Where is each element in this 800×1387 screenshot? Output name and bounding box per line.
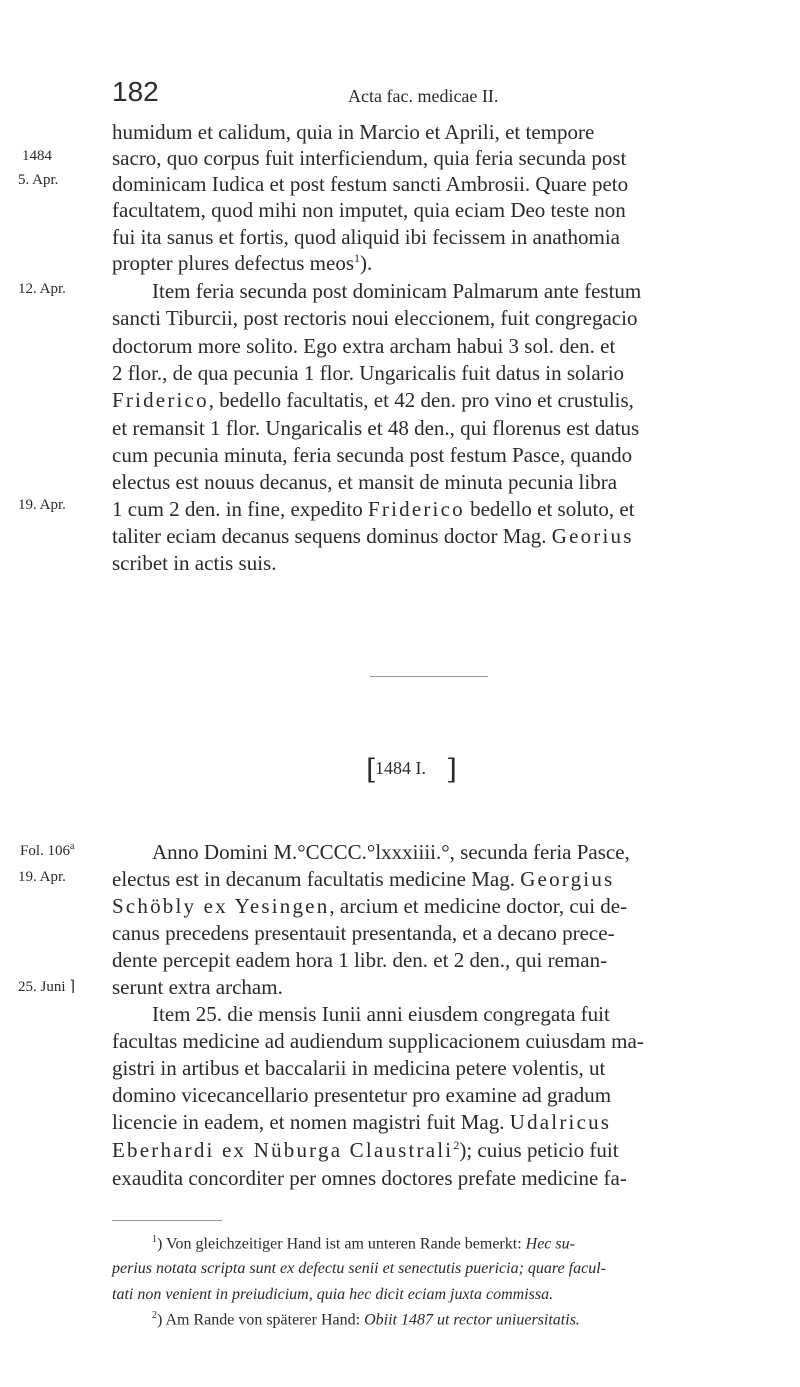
margin-note-12-apr: 12. Apr. bbox=[18, 281, 66, 297]
text-line: doctorum more solito. Ego extra archam habui 3 sol. den. et bbox=[112, 334, 616, 358]
text-line: taliter eciam decanus sequens dominus doctor Mag. Georius bbox=[112, 524, 634, 548]
text-line: dominicam Iudica et post festum sancti Ambrosii. Quare peto bbox=[112, 172, 629, 196]
text-line: Item feria secunda post dominicam Palmarum ante festum bbox=[152, 279, 642, 303]
heading-bracket-left: [ bbox=[366, 753, 377, 786]
text-line: serunt extra archam. bbox=[112, 975, 283, 999]
text-line: facultas medicine ad audiendum supplicacionem cuiusdam ma- bbox=[112, 1029, 644, 1053]
page-number: 182 bbox=[112, 76, 159, 107]
section-divider bbox=[370, 676, 488, 677]
footnote-2: $^2$) Am Rande von späterer Hand: Obiit 1487 ut rector uniuersitatis. bbox=[152, 1310, 580, 1329]
text-line: fui ita sanus et fortis, quod aliquid ibi fecissem in anathomia bbox=[112, 225, 620, 249]
footnote-1-cont: perius notata scripta sunt ex defectu senii et senectutis puericia; quare facul- bbox=[112, 1260, 606, 1277]
margin-note-19-apr: 19. Apr. bbox=[18, 497, 66, 513]
text-line: facultatem, quod mihi non imputet, quia eciam Deo teste non bbox=[112, 198, 626, 222]
text-line: Item 25. die mensis Iunii anni eiusdem congregata fuit bbox=[152, 1002, 610, 1026]
heading-bracket-right: ] bbox=[446, 753, 457, 786]
text-line: 1 cum 2 den. in fine, expedito Friderico bedello et soluto, et bbox=[112, 497, 635, 521]
footnote-1-cont: tati non venient in preiudicium, quia hec dicit eciam juxta commissa. bbox=[112, 1286, 554, 1303]
margin-note-fol: Fol. 106$^a$ bbox=[20, 841, 75, 859]
margin-note-19-apr-b: 19. Apr. bbox=[18, 869, 66, 885]
text-line: canus precedens presentauit presentanda, et a decano prece- bbox=[112, 921, 615, 945]
text-line: electus est nouus decanus, et mansit de minuta pecunia libra bbox=[112, 470, 618, 494]
text-line: 2 flor., de qua pecunia 1 flor. Ungaricalis fuit datus in solario bbox=[112, 361, 625, 385]
margin-note-1484: 1484 bbox=[22, 148, 52, 164]
text-line: Eberhardi ex Nüburga Claustrali$^2$); cuius peticio fuit bbox=[112, 1138, 619, 1162]
text-line: gistri in artibus et baccalarii in medicina petere volentis, ut bbox=[112, 1056, 606, 1080]
text-line: Schöbly ex Yesingen, arcium et medicine doctor, cui de- bbox=[112, 894, 628, 918]
section-heading: 1484 I. bbox=[375, 758, 426, 778]
text-line: Friderico, bedello facultatis, et 42 den. pro vino et crustulis, bbox=[112, 388, 634, 412]
text-line: propter plures defectus meos$^1$). bbox=[112, 251, 373, 275]
text-line: domino vicecancellario presentetur pro examine ad gradum bbox=[112, 1083, 612, 1107]
footnote-1: $^1$) Von gleichzeitiger Hand ist am unteren Rande bemerkt: Hec su- bbox=[152, 1234, 575, 1253]
text-line: exaudita concorditer per omnes doctores prefate medicine fa- bbox=[112, 1166, 627, 1190]
footnote-divider bbox=[112, 1220, 222, 1221]
text-line: sacro, quo corpus fuit interficiendum, quia feria secunda post bbox=[112, 146, 627, 170]
text-line: dente percepit eadem hora 1 libr. den. et 2 den., qui reman- bbox=[112, 948, 608, 972]
margin-note-5-apr: 5. Apr. bbox=[18, 172, 59, 188]
text-line: electus est in decanum facultatis medicine Mag. Georgius bbox=[112, 867, 615, 891]
footnote-ref[interactable]: 1 bbox=[354, 251, 361, 265]
text-line: licencie in eadem, et nomen magistri fuit Mag. Udalricus bbox=[112, 1110, 612, 1134]
text-line: humidum et calidum, quia in Marcio et Aprili, et tempore bbox=[112, 120, 595, 144]
margin-note-25-juni: 25. Juni ⌉ bbox=[18, 979, 76, 995]
text-line: sancti Tiburcii, post rectoris noui eleccionem, fuit congregacio bbox=[112, 306, 638, 330]
text-line: et remansit 1 flor. Ungaricalis et 48 den., qui florenus est datus bbox=[112, 416, 640, 440]
text-line: Anno Domini M.°CCCC.°lxxxiiii.°, secunda feria Pasce, bbox=[152, 840, 630, 864]
text-line: scribet in actis suis. bbox=[112, 551, 277, 575]
running-head: Acta fac. medicae II. bbox=[348, 86, 499, 106]
text-line: cum pecunia minuta, feria secunda post festum Pasce, quando bbox=[112, 443, 633, 467]
footnote-ref[interactable]: 2 bbox=[453, 1138, 460, 1152]
